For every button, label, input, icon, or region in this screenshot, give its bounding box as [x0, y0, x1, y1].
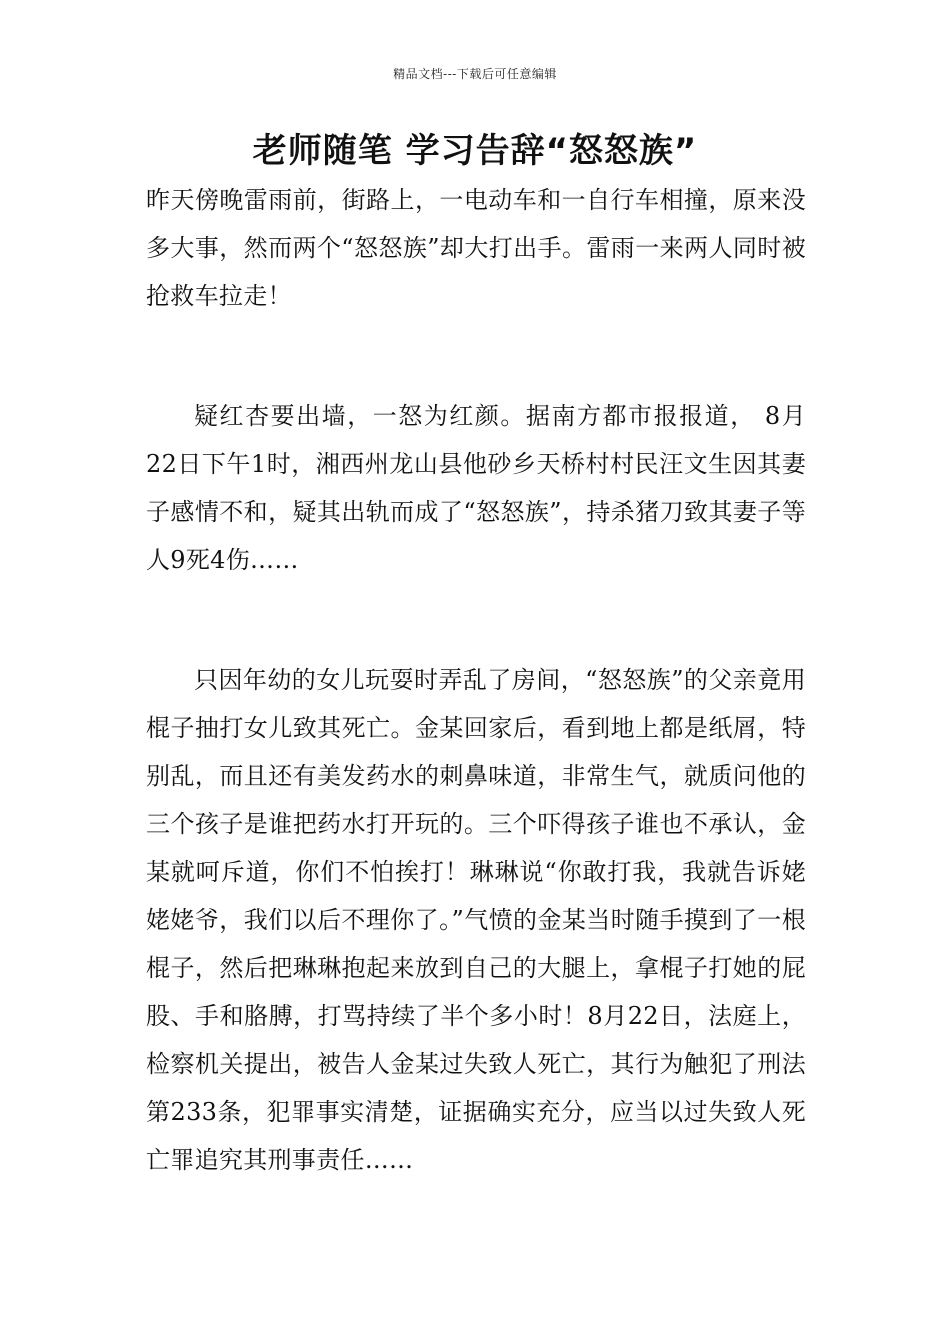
paragraph-gap	[146, 584, 806, 632]
article-body	[146, 176, 806, 1184]
paragraph-3: 只因年幼的女儿玩耍时弄乱了房间，“怒怒族”的父亲竟用棍子抽打女儿致其死亡。金某回家后，看到地上都是纸屑，特别乱，而且还有美发药水的刺鼻味道，非常生气，就质问他的三个孩子是谁把药水打开玩的。三个吓得孩子谁也不承认，金某就呵斥道，你们不怕挨打！琳琳说“你敢打我，我就告诉姥姥姥爷，我们以后不理你了。”气愤的金某当时随手摸到了一根棍子，然后把琳琳抱起来放到自己的大腿上，拿棍子打她的屁股、手和胳膊，打骂持续了半个多小时！8月22日，法庭上，检察机关提出，被告人金某过失致人死亡，其行为触犯了刑法第233条，犯罪事实清楚，证据确实充分，应当以过失致人死亡罪追究其刑事责任……	[146, 666, 806, 1174]
paragraph-2: 疑红杏要出墙，一怒为红颜。据南方都市报报道， 8月22日下午1时，湘西州龙山县他砂乡天桥村村民汪文生因其妻子感情不和，疑其出轨而成了“怒怒族”，持杀猪刀致其妻子等人9死4伤……	[146, 402, 806, 574]
header-note: 精品文档---下载后可任意编辑	[393, 67, 557, 81]
paragraph-1: 昨天傍晚雷雨前，街路上，一电动车和一自行车相撞，原来没多大事，然而两个“怒怒族”却大打出手。雷雨一来两人同时被抢救车拉走！	[146, 186, 806, 310]
paragraph-gap	[146, 632, 806, 656]
page-title: 老师随笔 学习告辞“怒怒族”	[252, 131, 698, 171]
paragraph-gap	[146, 368, 806, 392]
paragraph-gap	[146, 320, 806, 368]
